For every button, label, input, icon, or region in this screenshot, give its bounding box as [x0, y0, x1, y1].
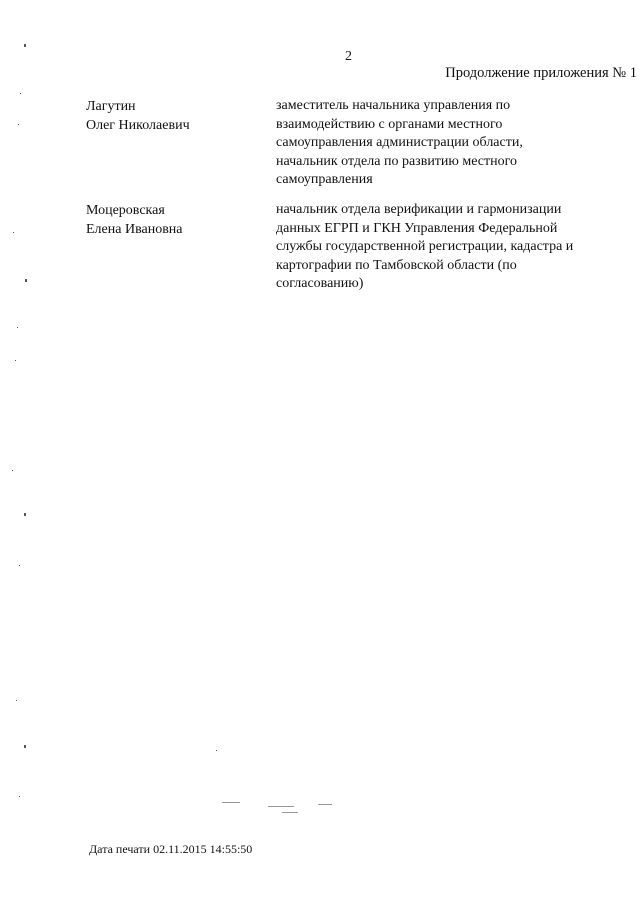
scan-speck [18, 124, 19, 125]
page-number: 2 [345, 49, 352, 64]
member-position [276, 201, 616, 294]
member-surname: Лагутин [86, 99, 136, 114]
scan-smudge [282, 812, 298, 813]
position-line: данных ЕГРП и ГКН Управления Федеральной [276, 220, 558, 236]
scan-speck [19, 565, 20, 566]
scan-speck [16, 700, 17, 701]
member-position [276, 97, 616, 190]
appendix-continuation-note: Продолжение приложения № 1 [445, 65, 637, 81]
member-given-names: Елена Ивановна [86, 222, 183, 237]
scan-speck [24, 745, 26, 748]
scan-smudge [318, 804, 332, 805]
position-line: самоуправления администрации области, [276, 135, 523, 150]
scan-speck [17, 327, 18, 328]
position-line: службы государственной регистрации, кадастра и [276, 239, 574, 254]
position-line: начальник отдела по развитию местного [276, 153, 518, 169]
scan-speck [20, 93, 21, 94]
scan-speck [12, 470, 13, 471]
member-name [86, 201, 183, 239]
scan-speck [24, 44, 26, 47]
scan-speck [13, 232, 14, 233]
member-given-names: Олег Николаевич [86, 118, 190, 133]
position-line: начальник отдела верификации и гармонизации [276, 202, 562, 217]
scan-smudge [222, 802, 240, 803]
scan-speck [19, 796, 20, 797]
member-surname: Моцеровская [86, 203, 165, 218]
print-date-footer: Дата печати 02.11.2015 14:55:50 [89, 842, 253, 856]
scan-speck [15, 360, 16, 361]
scan-speck [25, 279, 27, 282]
scan-speck [216, 750, 217, 751]
position-line: заместитель начальника управления по [276, 98, 511, 113]
scan-smudge [268, 806, 294, 807]
position-line: согласованию) [276, 276, 364, 291]
position-line: картографии по Тамбовской области (по [276, 257, 517, 273]
position-line: самоуправления [276, 172, 373, 187]
scan-speck [24, 513, 26, 516]
member-name [86, 97, 190, 135]
position-line: взаимодействию с органами местного [276, 116, 503, 132]
